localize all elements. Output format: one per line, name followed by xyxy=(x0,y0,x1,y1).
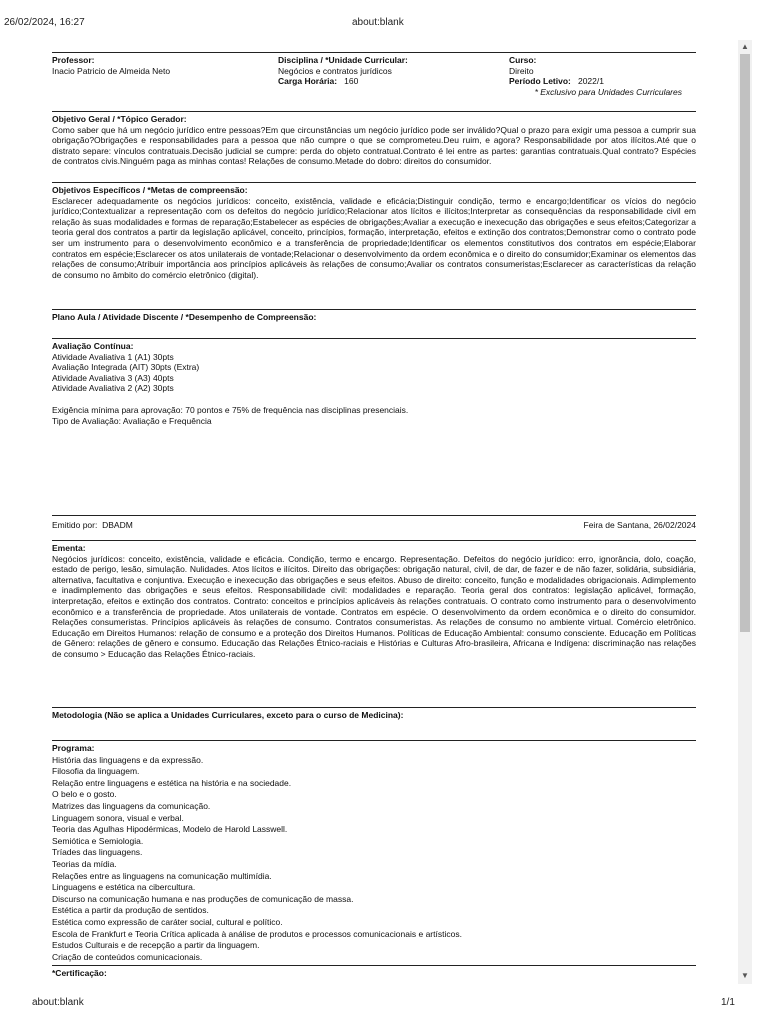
print-footer-page: 1/1 xyxy=(721,997,735,1008)
curso-value: Direito xyxy=(509,65,534,76)
scroll-down-icon[interactable]: ▼ xyxy=(741,971,749,980)
emitido-value: DBADM xyxy=(102,520,133,530)
vertical-scrollbar[interactable] xyxy=(738,40,752,984)
header-section xyxy=(52,52,696,111)
emitido-section xyxy=(52,515,696,540)
plano-aula-section xyxy=(52,309,696,338)
programa-item: Matrizes das linguagens da comunicação. xyxy=(52,800,211,811)
scrollbar-thumb[interactable] xyxy=(740,54,750,632)
avaliacao-item: Atividade Avaliativa 1 (A1) 30pts xyxy=(52,351,174,362)
programa-item: Discurso na comunicação humana e nas produções de comunicação de massa. xyxy=(52,893,354,904)
programa-item: O belo e o gosto. xyxy=(52,789,117,800)
disciplina-value: Negócios e contratos jurídicos xyxy=(278,65,392,76)
periodo-label: Período Letivo: xyxy=(509,76,571,87)
objetivos-especificos-section xyxy=(52,182,696,309)
metodologia-section xyxy=(52,707,696,740)
programa-item: Semiótica e Semiologia. xyxy=(52,835,144,846)
programa-item: Linguagens e estética na cibercultura. xyxy=(52,882,196,893)
programa-section xyxy=(52,740,696,965)
certificacao-section xyxy=(52,965,696,979)
programa-label: Programa: xyxy=(52,743,95,753)
programa-item: Estética como expressão de caráter social, cultural e político. xyxy=(52,916,283,927)
exclusive-note: * Exclusivo para Unidades Curriculares xyxy=(534,86,682,97)
print-header-datetime: 26/02/2024, 16:27 xyxy=(4,17,85,28)
ementa-label: Ementa: xyxy=(52,543,86,553)
plano-aula-label: Plano Aula / Atividade Discente / *Desempenho de Compreensão: xyxy=(52,312,317,322)
avaliacao-section xyxy=(52,338,696,515)
periodo-value: 2022/1 xyxy=(577,76,604,87)
avaliacao-exigencia: Exigência mínima para aprovação: 70 pontos e 75% de frequência nas disciplinas presenciais. xyxy=(52,404,409,415)
professor-label: Professor: xyxy=(52,55,95,65)
objetivo-geral-text: Como saber que há um negócio jurídico entre pessoas?Em que circunstâncias um negócio jurídico pode ser inválido?Qual o prazo para exigir uma pessoa a cumprir sua obrigação?Obrigações e responsabilidades para a pessoa que não cumpre o que se comprometeu.Deu ruim, e agora? Responsabilidade por atos ilícitos.Até que o distrato separe: vínculos contratuais.Decisão judicial se cumpre: perda do objeto contratual.Contrato é lei entre as partes: garantias contratuais.Qual contrato? Espécies de contratos civis.Ninguém paga as minhas contas! Relações de consumo.Metade do dobro: direitos do consumidor. xyxy=(52,124,696,167)
programa-item: Tríades das linguagens. xyxy=(52,847,143,858)
objetivo-geral-section xyxy=(52,111,696,182)
programa-item: Teorias da mídia. xyxy=(52,858,117,869)
programa-item: Relação entre linguagens e estética na história e na sociedade. xyxy=(52,777,292,788)
avaliacao-label: Avaliação Contínua: xyxy=(52,341,134,351)
programa-item: Relações entre as linguagens na comunicação multimídia. xyxy=(52,870,272,881)
print-footer-url: about:blank xyxy=(32,997,84,1008)
objetivos-especificos-label: Objetivos Específicos / *Metas de compreensão: xyxy=(52,185,248,195)
metodologia-label: Metodologia (Não se aplica a Unidades Curriculares, exceto para o curso de Medicina): xyxy=(52,710,404,720)
objetivo-geral-label: Objetivo Geral / *Tópico Gerador: xyxy=(52,114,187,124)
avaliacao-item: Avaliação Integrada (AIT) 30pts (Extra) xyxy=(52,362,200,373)
programa-item: Escola de Frankfurt e Teoria Crítica aplicada à análise de produtos e processos comunicacionais e artísticos. xyxy=(52,928,462,939)
avaliacao-item: Atividade Avaliativa 3 (A3) 40pts xyxy=(52,372,174,383)
programa-item: Criação de conteúdos comunicacionais. xyxy=(52,951,203,962)
programa-item: Filosofia da linguagem. xyxy=(52,766,140,777)
disciplina-label: Disciplina / *Unidade Curricular: xyxy=(278,55,408,65)
programa-item: Teoria das Agulhas Hipodérmicas, Modelo de Harold Lasswell. xyxy=(52,824,288,835)
ementa-text: Negócios jurídicos: conceito, existência, validade e eficácia. Condição, termo e encargo. Representação. Defeitos do negócio jurídico: erro, ignorância, dolo, coação, estado de perigo, lesão, simulação. Nulidades. Atos lícitos e ilícitos. Direito das obrigações: obrigação natural, civil, de dar, de fazer e de não fazer, solidária, subsidiária, alternativa, facultativa e conjuntiva. Execução e inexecução das obrigações e seus efeitos. Abuso de direito: conceito, função e modalidades obrigacionais. Adimplemento e inadimplemento das obrigações e seus efeitos. Responsabilidade civil: modalidades e reparação. Teoria geral dos contratos: legislação aplicável, formação, interpretação, efeitos e extinção dos contratos. Contrato: conceitos e princípios aplicáveis às relações contratuais. O contrato como instrumento para o desenvolvimento econômico e a transferência de propriedade. Atos unilaterais de vontade. Contratos em espécie. O desenvolvimento da ordem econômica e o direito do consumidor. Relações consumeristas. Princípios aplicáveis às relações de consumo. Contratos consumeristas. As relações de consumo no ambiente virtual. Comércio eletrônico. Educação em Direitos Humanos: relação de consumo e a proteção dos Direitos Humanos. Políticas de Educação Ambiental: consumo consciente. Educação em Políticas de Gênero: relações de gênero e consumo. Educação das Relações Étnico-raciais e Histórias e Culturas Afro-brasileira, Africana e Indígena: discriminação nas relações de consumo > Educação das Relações Étnico-raciais. xyxy=(52,553,696,659)
carga-value: 160 xyxy=(344,76,359,87)
programa-item: Estudos Culturais e de recepção a partir da linguagem. xyxy=(52,940,260,951)
document xyxy=(52,52,696,979)
emitido-label: Emitido por: xyxy=(52,520,98,530)
scroll-up-icon[interactable]: ▲ xyxy=(741,42,749,51)
certificacao-label: *Certificação: xyxy=(52,968,107,978)
objetivos-especificos-text: Esclarecer adequadamente os negócios jurídicos: conceito, existência, validade e eficácia;Distinguir condição, termo e encargo;Identificar os vícios do negócio jurídico;Contextualizar a representação com os defeitos do negócio jurídico;Relacionar atos lícitos e ilícitos;Interpretar as consequências da responsabilidade civil em relação às suas modalidades e formas de reparação;Estabelecer as espécies de obrigações;Avaliar a execução e inexecução das obrigações e seus efeitos;Categorizar a teoria geral dos contratos a partir da legislação aplicável, conceito, princípios, formação, interpretação, efeitos e extinção dos contratos;Demonstrar como o contrato pode ser um instrumento para o desenvolvimento econômico e a transferência de propriedade;Identificar os elementos constitutivos dos contratos em espécie;Elaborar contratos em espécie;Esclarecer os atos unilaterais de vontade;Relacionar o desenvolvimento da ordem econômica e o direito do consumidor;Examinar os elementos das relações de consumo;Atribuir importância aos princípios aplicáveis às relações de consumo;Avaliar os contratos consumeristas;Esclarecer as características da relação de consumo no âmbito do comércio eletrônico (digital). xyxy=(52,195,696,280)
curso-label: Curso: xyxy=(509,55,537,65)
professor-value: Inacio Patricio de Almeida Neto xyxy=(52,65,171,76)
programa-item: Linguagem sonora, visual e verbal. xyxy=(52,812,184,823)
avaliacao-item: Atividade Avaliativa 2 (A2) 30pts xyxy=(52,383,174,394)
print-header-title: about:blank xyxy=(352,17,404,28)
local-data: Feira de Santana, 26/02/2024 xyxy=(583,520,696,530)
ementa-section xyxy=(52,540,696,707)
avaliacao-tipo: Tipo de Avaliação: Avaliação e Frequência xyxy=(52,415,212,426)
carga-label: Carga Horária: xyxy=(278,76,338,87)
programa-item: Estética a partir da produção de sentidos. xyxy=(52,905,209,916)
programa-item: História das linguagens e da expressão. xyxy=(52,754,204,765)
